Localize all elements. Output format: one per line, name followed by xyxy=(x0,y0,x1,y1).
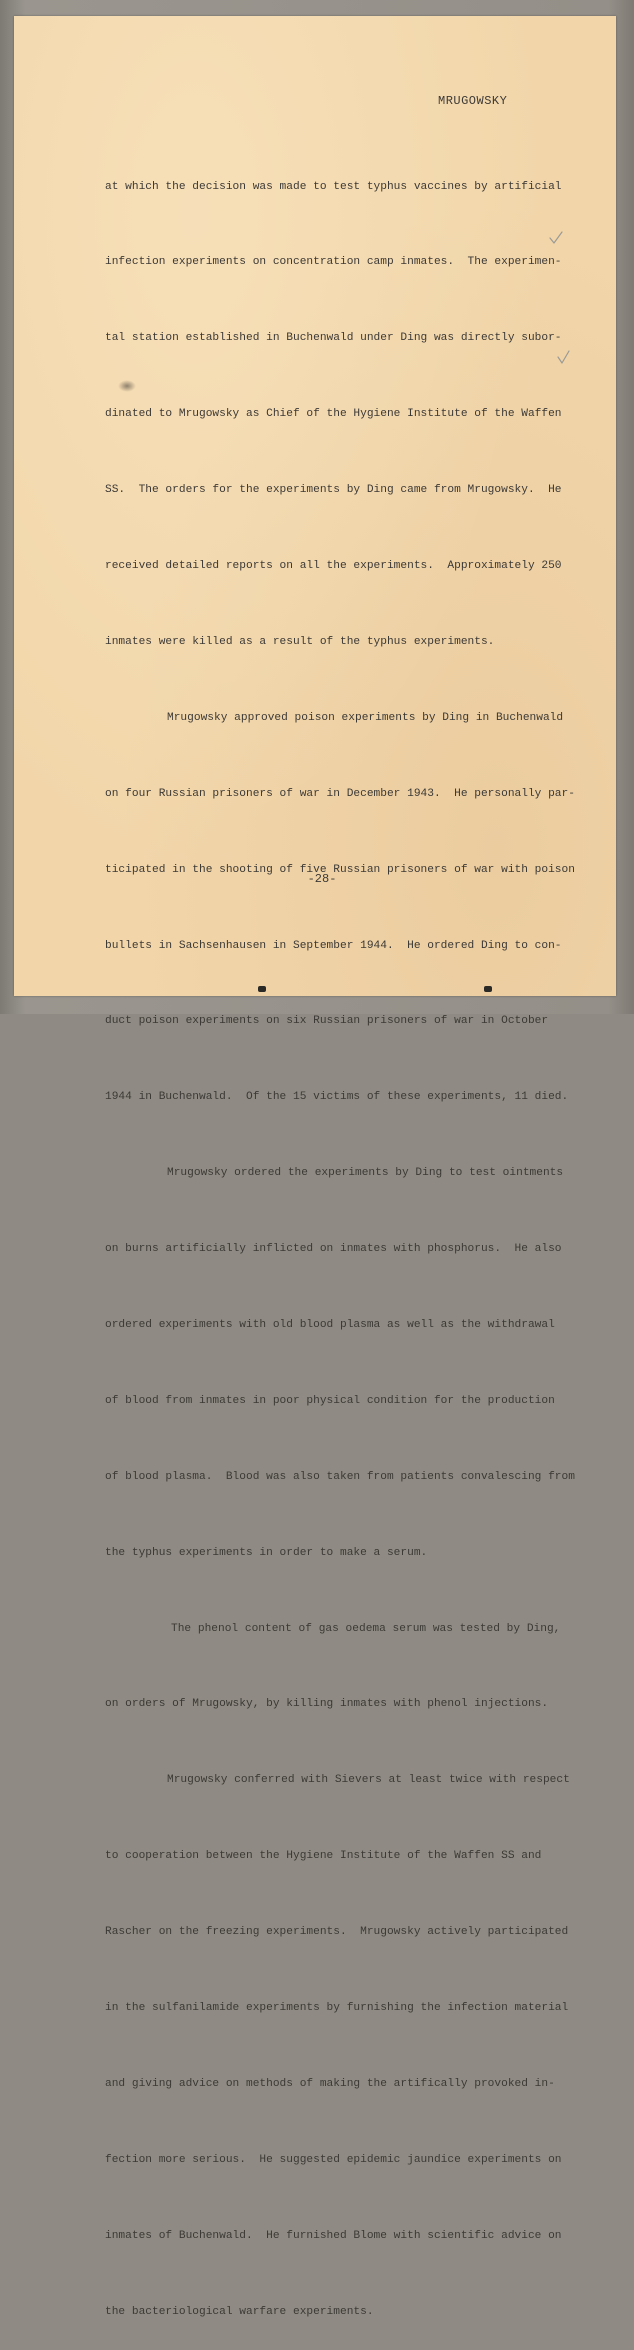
running-header: MRUGOWSKY xyxy=(438,94,508,108)
pencil-check-icon xyxy=(556,350,572,366)
body-text xyxy=(105,124,575,2350)
text-line: the bacteriological warfare experiments. xyxy=(105,2305,374,2318)
text-line: bullets in Sachsenhausen in September 1944. He ordered Ding to con- xyxy=(105,939,562,952)
text-line: tal station established in Buchenwald under Ding was directly subor- xyxy=(105,332,562,345)
text-line: of blood plasma. Blood was also taken from patients convalescing from xyxy=(105,1470,575,1483)
text-line: duct poison experiments on six Russian prisoners of war in October xyxy=(105,1015,549,1028)
paragraph-start-line: The phenol content of gas oedema serum was tested by Ding, xyxy=(171,1622,561,1635)
text-line: and giving advice on methods of making the artifically provoked in- xyxy=(105,2077,555,2090)
text-line: 1944 in Buchenwald. Of the 15 victims of these experiments, 11 died. xyxy=(105,1091,569,1104)
binding-mark xyxy=(258,986,266,992)
page-number: -28- xyxy=(307,872,337,886)
ink-smudge xyxy=(118,380,136,392)
text-line: on burns artificially inflicted on inmates with phosphorus. He also xyxy=(105,1243,562,1256)
text-line: SS. The orders for the experiments by Ding came from Mrugowsky. He xyxy=(105,484,562,497)
text-line: on orders of Mrugowsky, by killing inmates with phenol injections. xyxy=(105,1698,549,1711)
text-line: dinated to Mrugowsky as Chief of the Hygiene Institute of the Waffen xyxy=(105,408,562,421)
text-line: ordered experiments with old blood plasma as well as the withdrawal xyxy=(105,1318,555,1331)
text-line: infection experiments on concentration camp inmates. The experimen- xyxy=(105,256,562,269)
text-line: on four Russian prisoners of war in December 1943. He personally par- xyxy=(105,787,575,800)
text-line: of blood from inmates in poor physical condition for the production xyxy=(105,1394,555,1407)
text-line: at which the decision was made to test typhus vaccines by artificial xyxy=(105,180,562,193)
paragraph-start-line: Mrugowsky ordered the experiments by Ding to test ointments xyxy=(167,1167,564,1180)
text-line: received detailed reports on all the experiments. Approximately 250 xyxy=(105,560,562,573)
paragraph-start-line: Mrugowsky approved poison experiments by Ding in Buchenwald xyxy=(167,711,564,724)
text-line: Rascher on the freezing experiments. Mrugowsky actively participated xyxy=(105,1926,569,1939)
text-line: the typhus experiments in order to make a serum. xyxy=(105,1546,428,1559)
binding-mark xyxy=(484,986,492,992)
text-line: ticipated in the shooting of five Russian prisoners of war with poison xyxy=(105,863,575,876)
text-line: in the sulfanilamide experiments by furnishing the infection material xyxy=(105,2001,569,2014)
text-line: inmates were killed as a result of the typhus experiments. xyxy=(105,635,495,648)
pencil-check-icon xyxy=(548,230,564,246)
text-line: to cooperation between the Hygiene Institute of the Waffen SS and xyxy=(105,1850,542,1863)
paragraph-start-line: Mrugowsky conferred with Sievers at least twice with respect xyxy=(167,1774,570,1787)
text-line: inmates of Buchenwald. He furnished Blome with scientific advice on xyxy=(105,2229,562,2242)
text-line: fection more serious. He suggested epidemic jaundice experiments on xyxy=(105,2153,562,2166)
